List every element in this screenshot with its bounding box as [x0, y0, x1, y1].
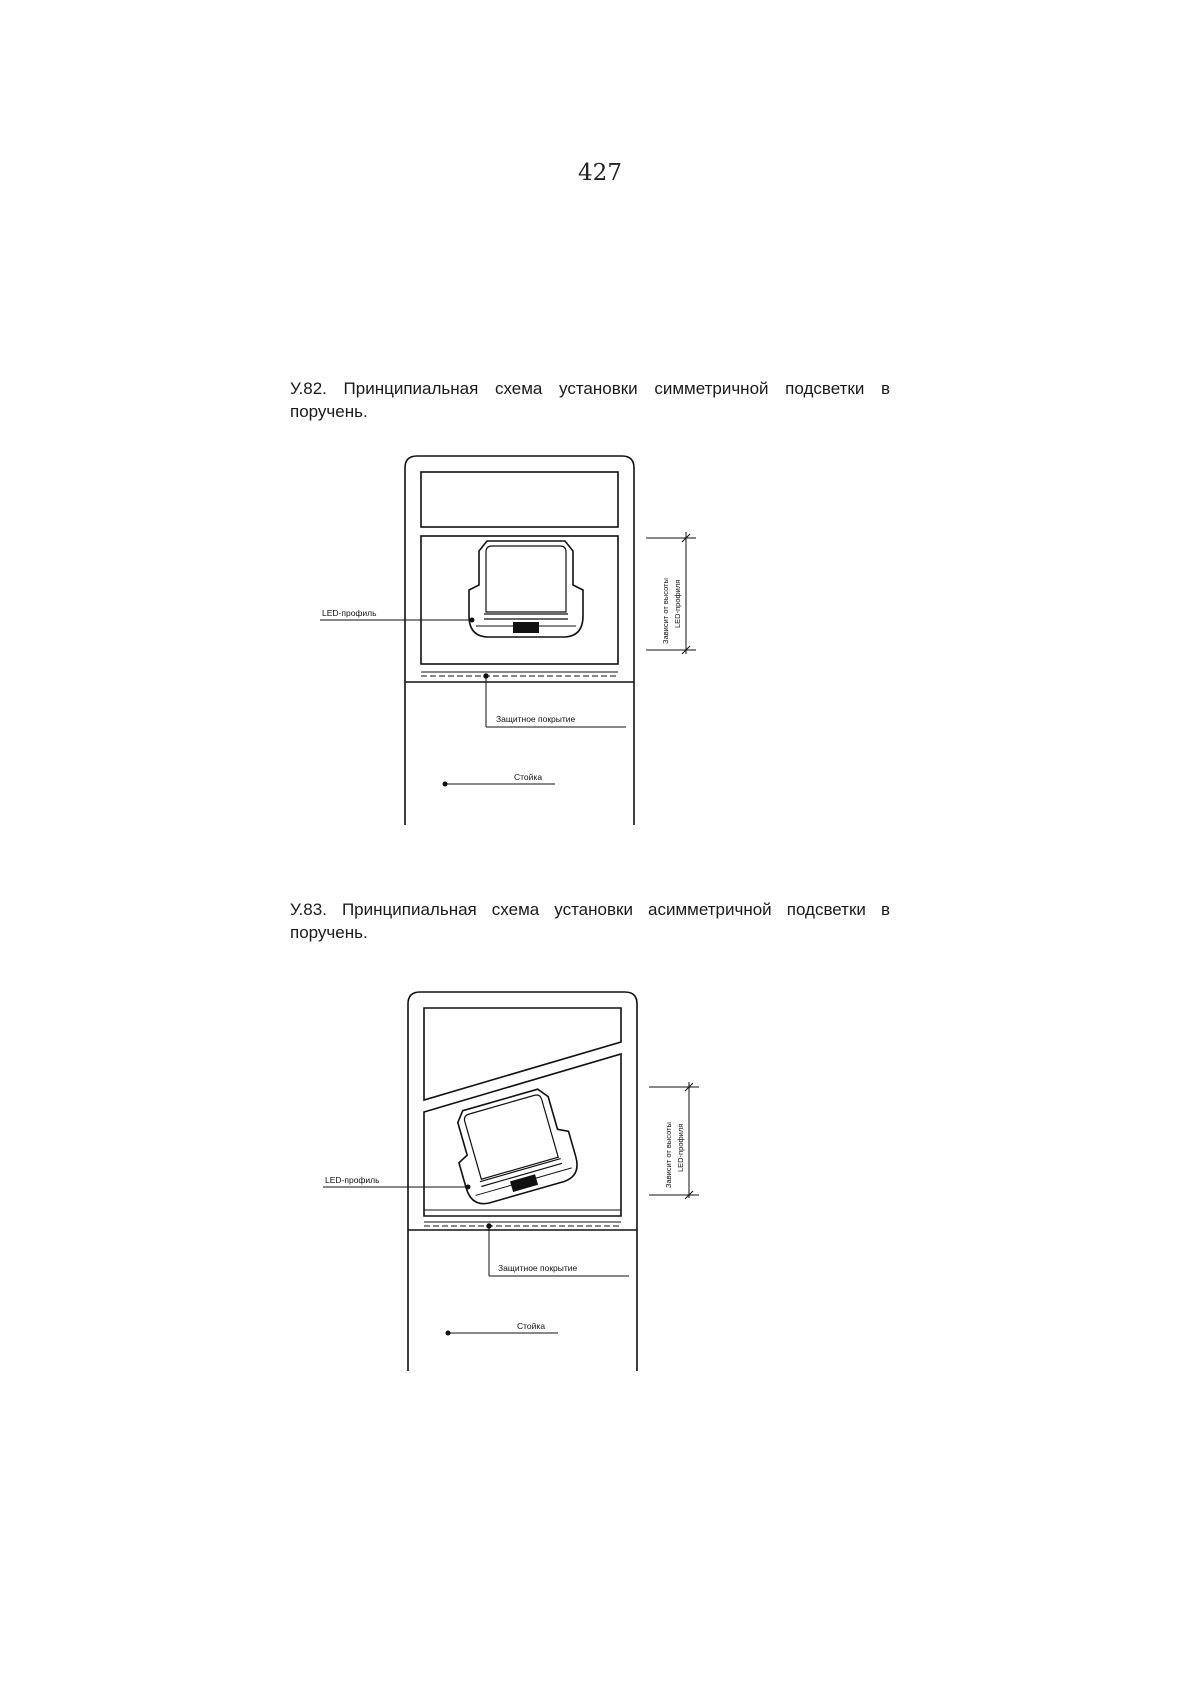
- led-profile-leader: [320, 608, 475, 623]
- post-label: Стойка: [514, 772, 543, 782]
- height-dimension: [649, 1082, 699, 1199]
- height-label-line1: Зависит от высоты: [661, 578, 670, 644]
- height-dimension: [646, 532, 696, 654]
- figure-1-caption: У.82. Принципиальная схема установки симметричной подсветки в поручень.: [290, 379, 890, 421]
- figure-2-caption: У.83. Принципиальная схема установки асимметричной подсветки в поручень.: [290, 900, 890, 942]
- protective-cover-label: Защитное покрытие: [496, 714, 576, 724]
- height-label-line1: Зависит от высоты: [664, 1122, 673, 1188]
- led-strip: [513, 622, 539, 633]
- post-leader: [443, 782, 556, 787]
- height-label-line2: LED-профиля: [673, 579, 682, 628]
- led-profile-label: LED-профиль: [325, 1175, 380, 1185]
- figure-1-diagram: [0, 440, 1200, 840]
- led-profile-shape: [445, 1084, 581, 1208]
- height-label-line2: LED-профиля: [676, 1123, 685, 1172]
- handrail-outline: [405, 456, 634, 825]
- page-number: 427: [578, 160, 622, 186]
- post-label: Стойка: [517, 1321, 546, 1331]
- led-profile-label: LED-профиль: [322, 608, 377, 618]
- led-profile-leader: [323, 1175, 471, 1190]
- figure-2-diagram: [0, 990, 1200, 1390]
- post-leader: [446, 1331, 559, 1336]
- protective-cover-label: Защитное покрытие: [498, 1263, 578, 1273]
